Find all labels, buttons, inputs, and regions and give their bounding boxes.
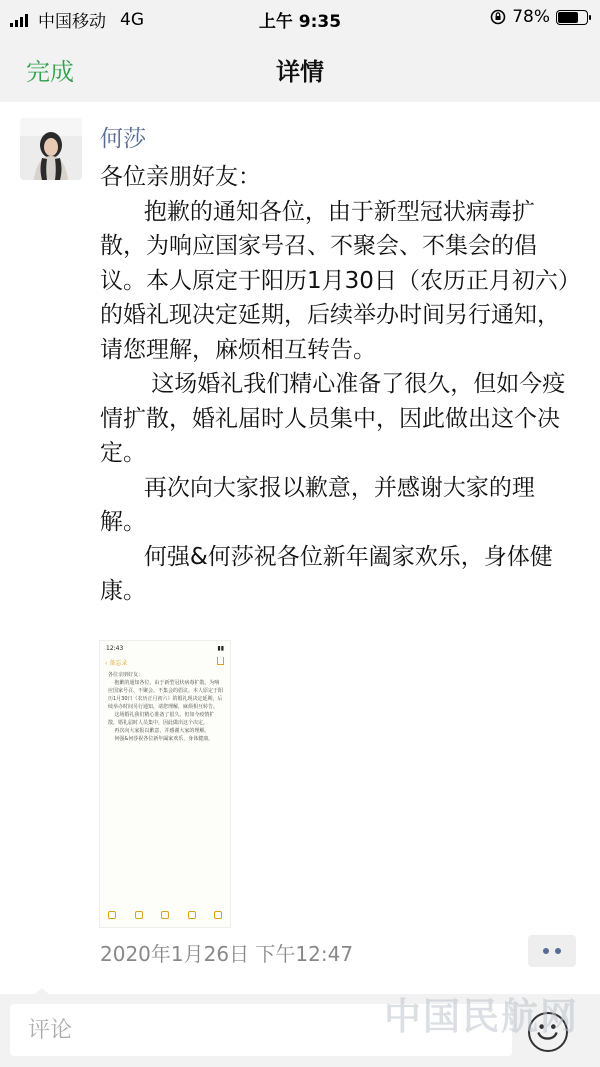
post-timestamp: 2020年1月26日 下午12:47 — [100, 942, 354, 966]
post-paragraph: 再次向大家报以歉意，并感谢大家的理解。 — [100, 474, 535, 535]
thumb-back-label: 备忘录 — [109, 660, 128, 667]
thumb-signal-icon: ▮▮ — [217, 645, 224, 652]
orientation-lock-icon — [490, 9, 506, 25]
attached-image[interactable] — [99, 640, 231, 928]
battery-icon — [556, 10, 588, 25]
done-button[interactable]: 完成 — [26, 58, 74, 86]
thumb-line: 各位亲朋好友： — [108, 672, 144, 678]
post-paragraph: 各位亲朋好友： — [100, 164, 261, 190]
thumb-line: 再次向大家报以歉意，并感谢大家的理解。 — [108, 728, 210, 734]
network-label: 4G — [120, 9, 144, 30]
thumb-note-body — [108, 671, 224, 743]
avatar[interactable] — [20, 118, 82, 180]
status-bar — [0, 0, 600, 34]
thumb-share-icon — [217, 657, 224, 665]
status-right — [490, 7, 588, 27]
nav-bar — [0, 34, 600, 102]
more-dot-icon — [543, 948, 549, 954]
author-name[interactable]: 何莎 — [100, 126, 146, 152]
thumb-line: 抱歉的通知各位，由于新型冠状病毒扩散。为响应国家号召、不聚会、不集会的倡议。本人原定于阳历1月30日（农历正月初六）的婚礼现决定延期，后续举办时间另行通知，请您理解，麻烦相互转告。 — [108, 680, 224, 710]
thumb-toolbar — [108, 911, 222, 919]
post-paragraph: 何强&何莎祝各位新年阖家欢乐，身体健康。 — [100, 543, 553, 604]
thumb-delete-icon — [108, 911, 116, 919]
thumb-draw-icon — [188, 911, 196, 919]
status-time: 上午 9:35 — [258, 12, 342, 32]
battery-fill — [558, 12, 578, 23]
thumb-line: 何强&何莎祝各位新年阖家欢乐，身体健康。 — [108, 736, 214, 742]
more-dot-icon — [555, 948, 561, 954]
page-title: 详情 — [276, 58, 324, 86]
post-paragraph: 抱歉的通知各位，由于新型冠状病毒扩散，为响应国家号召、不聚会、不集会的倡议。本人原定于阳历1月30日（农历正月初六）的婚礼现决定延期，后续举办时间另行通知，请您理解，麻烦相互转告。 — [100, 198, 570, 363]
thumb-line: 这场婚礼我们精心准备了很久，但如今疫情扩散，婚礼届时人员集中，因此做出这个决定。 — [108, 712, 215, 726]
post-text — [100, 160, 580, 609]
carrier-label: 中国移动 — [38, 12, 106, 32]
thumb-status-bar — [106, 645, 224, 652]
avatar-photo — [20, 118, 82, 180]
thumb-camera-icon — [161, 911, 169, 919]
thumb-time: 12:43 — [106, 645, 124, 652]
post-paragraph: 这场婚礼我们精心准备了很久，但如今疫情扩散，婚礼届时人员集中，因此做出这个决定。 — [100, 371, 566, 466]
thumb-check-icon — [135, 911, 143, 919]
thumb-back-link: ‹ 备忘录 — [105, 660, 128, 667]
battery-percent: 78% — [512, 7, 550, 27]
thumb-compose-icon — [214, 911, 222, 919]
watermark: 中国民航网 — [384, 995, 579, 1038]
more-actions-button[interactable] — [528, 935, 576, 967]
